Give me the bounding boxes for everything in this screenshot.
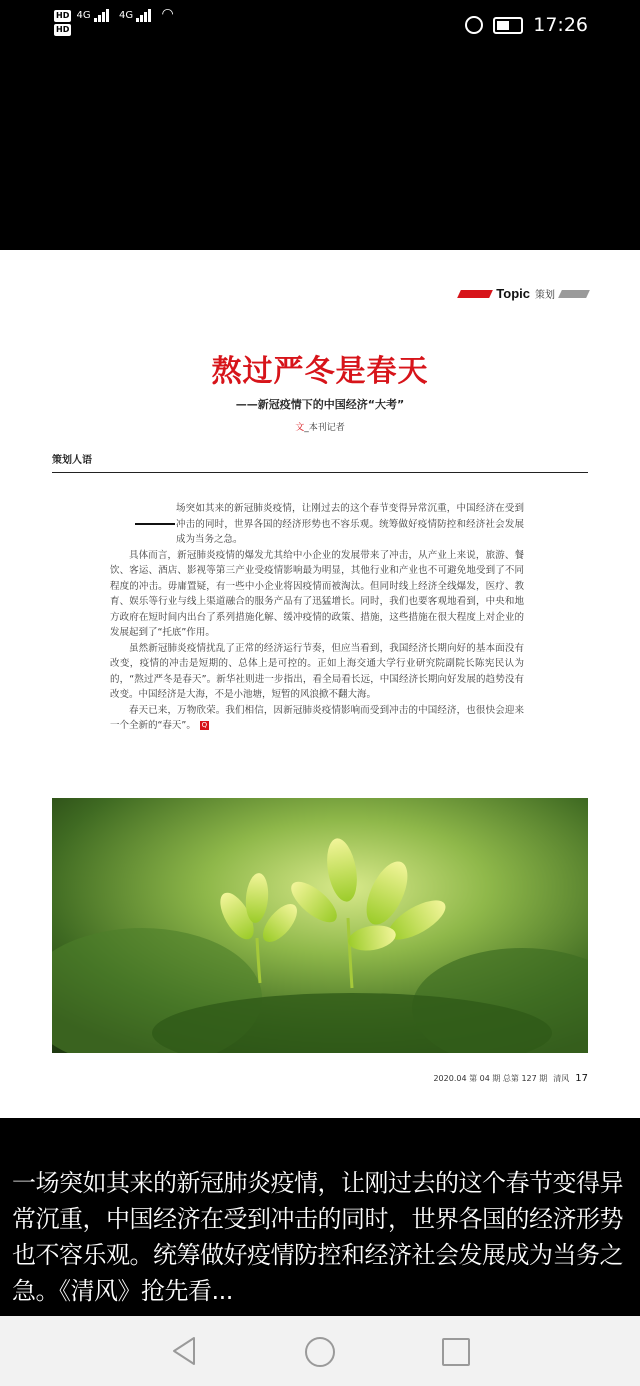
article-byline (0, 420, 640, 433)
paragraph-4-text: 春天已来，万物欣荣。我们相信，因新冠肺炎疫情影响而受到冲击的中国经济，也很快会迎来一个全新的“春天”。 (110, 704, 524, 731)
topic-header (459, 286, 588, 301)
article-body (110, 501, 524, 734)
paragraph-1: 场突如其来的新冠肺炎疫情，让刚过去的这个春节变得异常沉重，中国经济在受到冲击的同时，世界各国的经济形势也不容乐观。统筹做好疫情防控和经济社会发展成为当务之急。 (176, 503, 524, 545)
article-photo (52, 798, 588, 1053)
topic-red-bar (457, 290, 493, 298)
article-subtitle: ——新冠疫情下的中国经济“大考” (235, 398, 405, 411)
issue-info: 2020.04 第 04 期 总第 127 期 (433, 1074, 548, 1083)
byline-prefix: 文 (295, 423, 305, 433)
article-title: 熬过严冬是春天 (211, 354, 429, 389)
wifi-icon: ◠ (161, 6, 174, 22)
clock: 17:26 (533, 14, 588, 36)
status-bar (0, 0, 640, 52)
section-label: 策划人语 (52, 455, 92, 466)
section-divider (52, 472, 588, 473)
network-type-1: 4G (76, 10, 91, 21)
network-type-2: 4G (119, 10, 134, 21)
paragraph-4 (110, 703, 524, 734)
navigation-bar (0, 1316, 640, 1386)
hd-badge-2: HD (56, 25, 70, 34)
magazine-page[interactable] (0, 250, 640, 1118)
paragraph-2: 具体而言，新冠肺炎疫情的爆发尤其给中小企业的发展带来了冲击，从产业上来说，旅游、餐饮、客运、酒店、影视等第三产业受疫情影响最为明显，其他行业和产业也不可避免地受到了不同程度的冲击。毋庸置疑，有一些中小企业将因疫情而被淘汰。但同时线上经济全线爆发，医疗、教育、娱乐等行业与线上渠道融合的服务产品有了迅猛增长。同时，我们也要客观地看到，中央和地方政府在短时间内出台了系列措施化解、缓冲疫情的政策、措施，这些措施在很大程度上对企业的发展起到了“托底”作用。 (110, 549, 524, 638)
alarm-icon (465, 16, 483, 34)
home-icon[interactable] (305, 1337, 335, 1367)
caption-text: 一场突如其来的新冠肺炎疫情，让刚过去的这个春节变得异常沉重，中国经济在受到冲击的同时，世界各国的经济形势也不容乐观。统筹做好疫情防控和经济社会发展成为当务之急。《清风》抢先看... (12, 1169, 623, 1305)
recent-apps-icon[interactable] (442, 1338, 470, 1366)
topic-cn-label: 策划 (535, 290, 555, 301)
page-footer (433, 1073, 588, 1084)
topic-label: Topic (496, 286, 530, 301)
signal-icon-2 (136, 9, 152, 22)
byline-author: _本刊记者 (304, 423, 345, 433)
end-mark-icon: Q (201, 721, 208, 729)
caption-panel[interactable] (0, 1155, 640, 1315)
sprout-photo (52, 798, 588, 1053)
battery-icon (493, 17, 523, 34)
status-left (54, 8, 174, 36)
topic-grey-bar (558, 290, 590, 298)
back-icon[interactable] (170, 1336, 198, 1370)
hd-badge-1: HD (56, 11, 70, 20)
magazine-name: 清风 (553, 1074, 570, 1083)
status-right (465, 14, 588, 36)
page-number: 17 (575, 1073, 588, 1084)
paragraph-3: 虽然新冠肺炎疫情扰乱了正常的经济运行节奏，但应当看到，我国经济长期向好的基本面没有改变，疫情的冲击是短期的、总体上是可控的。正如上海交通大学行业研究院副院长陈宪民认为的，“熬过严冬是春天”。新华社则进一步指出，看全局看长远，中国经济长期向好发展的趋势没有改变。中国经济是大海，不是小池塘，短暂的风浪掀不翻大海。 (110, 642, 524, 700)
signal-icon-1 (94, 9, 110, 22)
